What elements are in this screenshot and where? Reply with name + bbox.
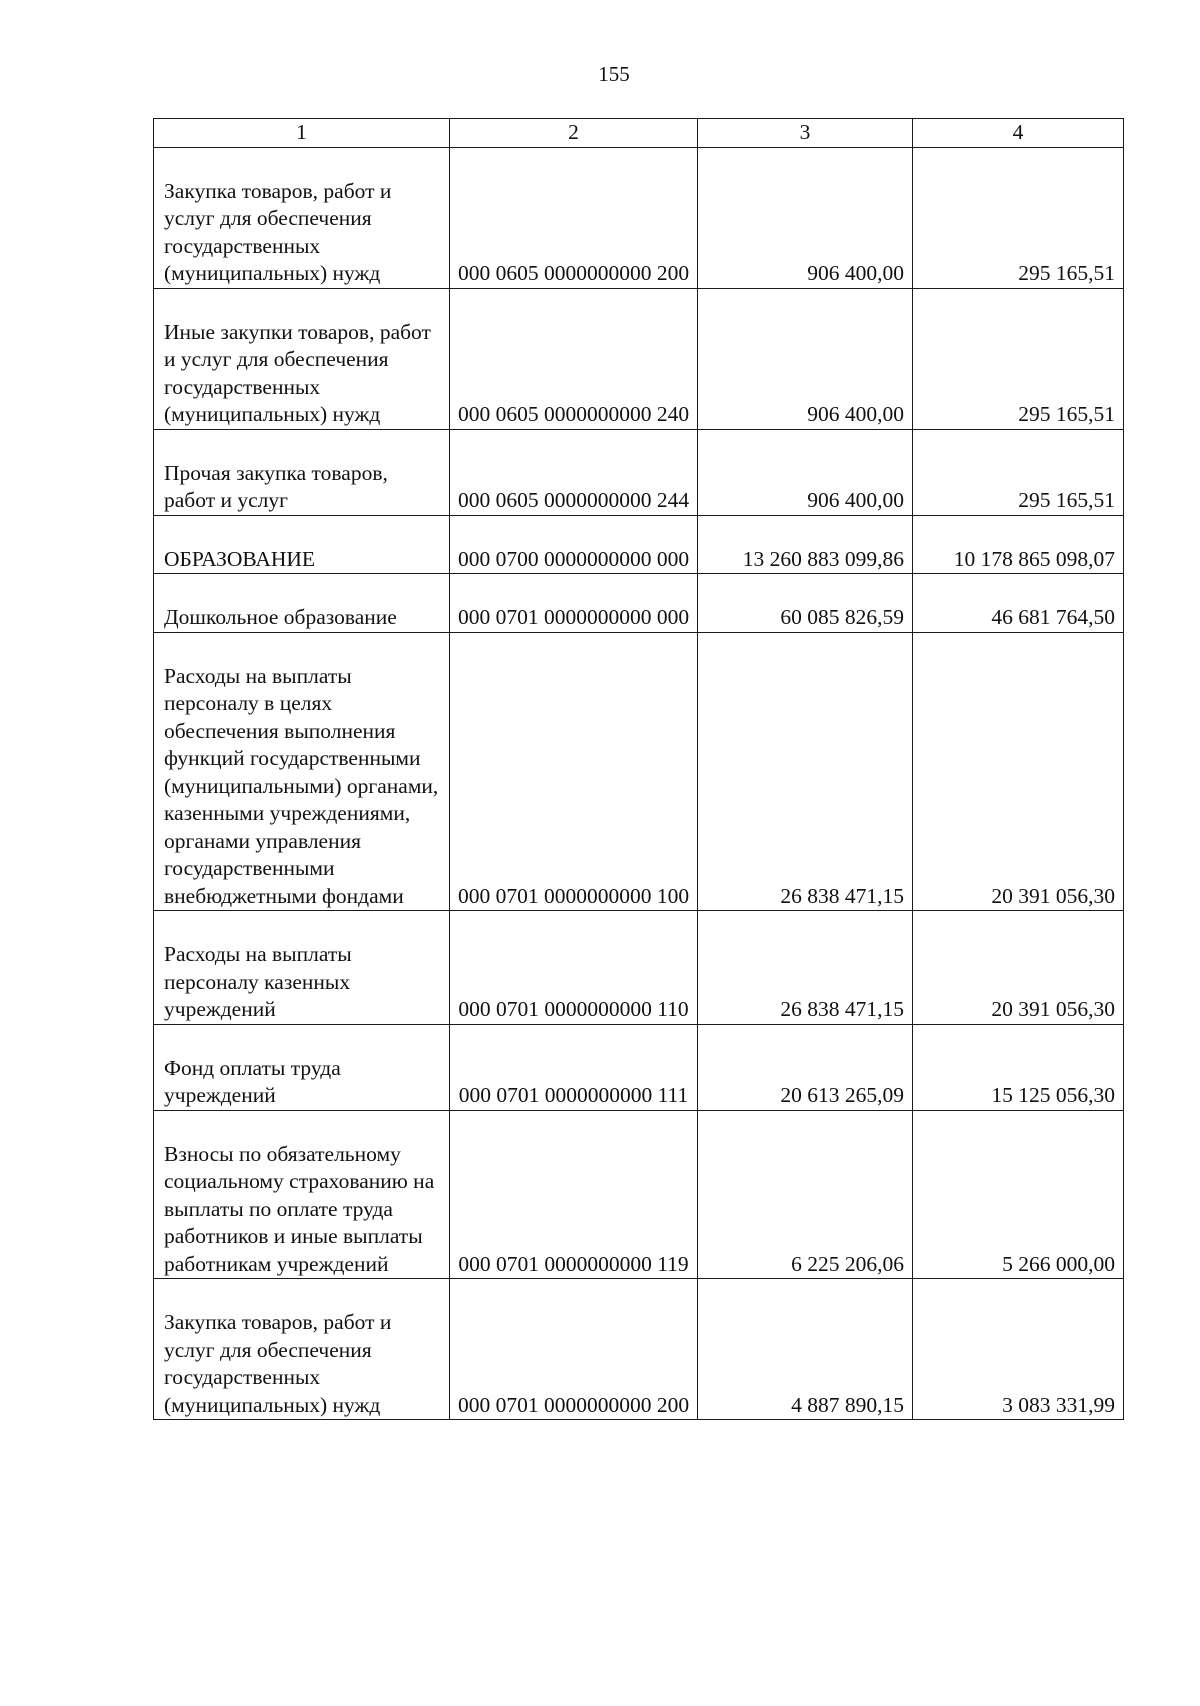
header-cell-3: 3 — [698, 119, 913, 148]
table-row — [154, 1110, 1124, 1279]
row-code: 000 0701 0000000000 111 — [450, 1024, 698, 1110]
row-code: 000 0701 0000000000 000 — [450, 574, 698, 633]
header-cell-1: 1 — [154, 119, 450, 148]
row-value-col4: 46 681 764,50 — [913, 574, 1124, 633]
row-value-col4: 295 165,51 — [913, 429, 1124, 515]
row-value-col4: 10 178 865 098,07 — [913, 515, 1124, 574]
row-value-col3: 4 887 890,15 — [698, 1279, 913, 1420]
row-name: Расходы на выплаты персоналу казенных учреждений — [154, 911, 450, 1025]
table-body — [154, 147, 1124, 1420]
row-code: 000 0605 0000000000 240 — [450, 288, 698, 429]
table-row — [154, 1279, 1124, 1420]
table-row — [154, 574, 1124, 633]
row-value-col4: 3 083 331,99 — [913, 1279, 1124, 1420]
row-value-col4: 20 391 056,30 — [913, 632, 1124, 911]
row-name: Прочая закупка товаров, работ и услуг — [154, 429, 450, 515]
table-row — [154, 1024, 1124, 1110]
table-header — [154, 119, 1124, 148]
budget-table — [153, 118, 1124, 1420]
row-value-col4: 15 125 056,30 — [913, 1024, 1124, 1110]
row-name: Взносы по обязательному социальному страхованию на выплаты по оплате труда работников и иные выплаты работникам учреждений — [154, 1110, 450, 1279]
header-cell-4: 4 — [913, 119, 1124, 148]
row-value-col4: 295 165,51 — [913, 288, 1124, 429]
table-row — [154, 147, 1124, 288]
row-value-col3: 13 260 883 099,86 — [698, 515, 913, 574]
row-name: Закупка товаров, работ и услуг для обеспечения государственных (муниципальных) нужд — [154, 147, 450, 288]
row-value-col3: 26 838 471,15 — [698, 911, 913, 1025]
row-name: Дошкольное образование — [154, 574, 450, 633]
row-value-col3: 906 400,00 — [698, 288, 913, 429]
row-value-col3: 906 400,00 — [698, 147, 913, 288]
row-value-col3: 26 838 471,15 — [698, 632, 913, 911]
row-value-col3: 20 613 265,09 — [698, 1024, 913, 1110]
table-row — [154, 911, 1124, 1025]
row-name: ОБРАЗОВАНИЕ — [154, 515, 450, 574]
row-value-col4: 20 391 056,30 — [913, 911, 1124, 1025]
row-name: Фонд оплаты труда учреждений — [154, 1024, 450, 1110]
row-value-col4: 5 266 000,00 — [913, 1110, 1124, 1279]
row-code: 000 0700 0000000000 000 — [450, 515, 698, 574]
row-code: 000 0605 0000000000 200 — [450, 147, 698, 288]
table-row — [154, 429, 1124, 515]
row-code: 000 0605 0000000000 244 — [450, 429, 698, 515]
row-value-col3: 60 085 826,59 — [698, 574, 913, 633]
row-code: 000 0701 0000000000 200 — [450, 1279, 698, 1420]
row-value-col4: 295 165,51 — [913, 147, 1124, 288]
page-number: 155 — [598, 62, 630, 86]
table-row — [154, 288, 1124, 429]
header-row — [154, 119, 1124, 148]
table-row — [154, 515, 1124, 574]
row-code: 000 0701 0000000000 119 — [450, 1110, 698, 1279]
row-name: Закупка товаров, работ и услуг для обеспечения государственных (муниципальных) нужд — [154, 1279, 450, 1420]
row-name: Расходы на выплаты персоналу в целях обеспечения выполнения функций государственными (муниципальными) органами, казенными учреждениями, органами управления государственными внебюджетными фондами — [154, 632, 450, 911]
header-cell-2: 2 — [450, 119, 698, 148]
row-name: Иные закупки товаров, работ и услуг для обеспечения государственных (муниципальных) нужд — [154, 288, 450, 429]
row-code: 000 0701 0000000000 110 — [450, 911, 698, 1025]
row-code: 000 0701 0000000000 100 — [450, 632, 698, 911]
table-row — [154, 632, 1124, 911]
row-value-col3: 906 400,00 — [698, 429, 913, 515]
row-value-col3: 6 225 206,06 — [698, 1110, 913, 1279]
